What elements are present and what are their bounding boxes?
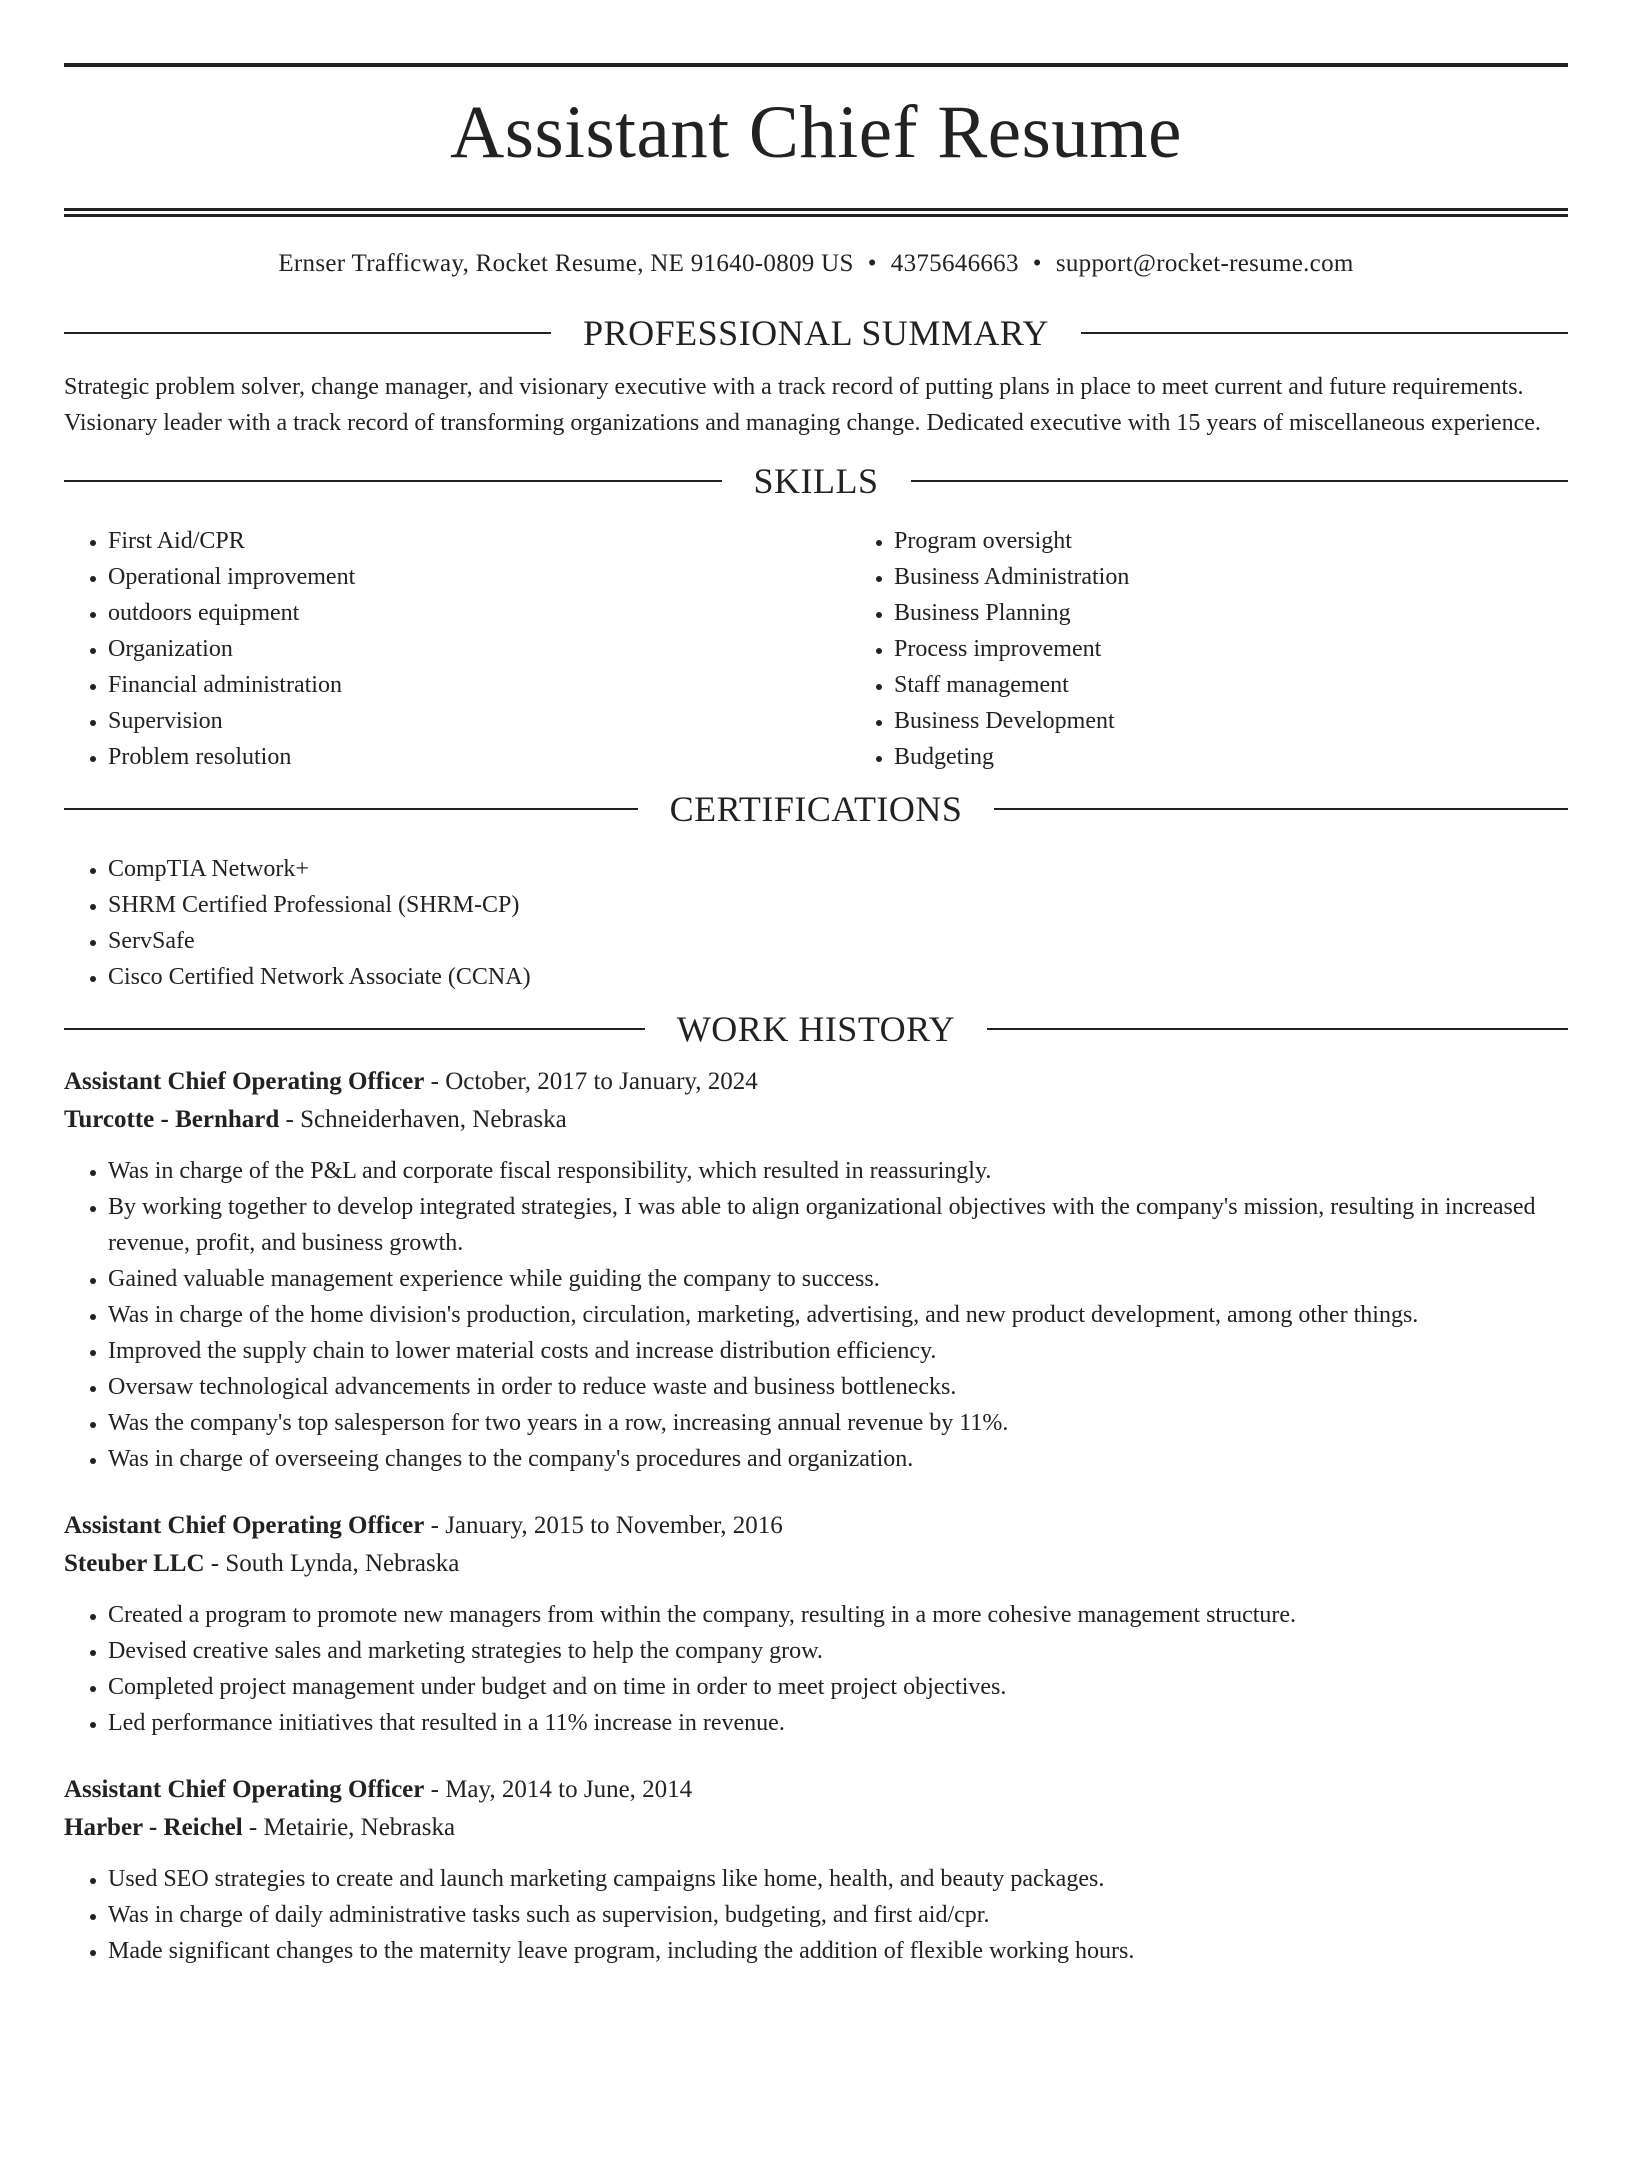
- job-company: Steuber LLC: [64, 1550, 205, 1577]
- section-title: CERTIFICATIONS: [669, 789, 963, 829]
- job-bullet: • Gained valuable management experience while guiding the company to success.: [108, 1261, 1568, 1297]
- skill-item: • Problem resolution: [108, 739, 850, 775]
- skills-list-right: [850, 523, 1129, 775]
- certification-item: • SHRM Certified Professional (SHRM-CP): [108, 887, 1568, 923]
- job-title: Assistant Chief Operating Officer: [64, 1512, 425, 1539]
- job-location: - Schneiderhaven, Nebraska: [279, 1106, 567, 1133]
- section-title: WORK HISTORY: [676, 1009, 956, 1049]
- job-bullet: • Oversaw technological advancements in order to reduce waste and business bottlenecks.: [108, 1369, 1568, 1405]
- skill-item: • outdoors equipment: [108, 595, 850, 631]
- heading-rule: [64, 332, 551, 334]
- skill-item: • Business Administration: [894, 559, 1129, 595]
- certification-item: • ServSafe: [108, 923, 1568, 959]
- job-bullet: • Completed project management under budget and on time in order to meet project objectives.: [108, 1669, 1568, 1705]
- heading-rule: [64, 808, 638, 810]
- job-entry: [64, 1507, 1568, 1741]
- title-double-rule: [64, 208, 1568, 217]
- job-title: Assistant Chief Operating Officer: [64, 1776, 425, 1803]
- job-bullet: • Created a program to promote new managers from within the company, resulting in a more cohesive management structure.: [108, 1597, 1568, 1633]
- skill-item: • Program oversight: [894, 523, 1129, 559]
- contact-email: support@rocket-resume.com: [1055, 250, 1354, 277]
- job-bullet: • Used SEO strategies to create and launch marketing campaigns like home, health, and beauty packages.: [108, 1861, 1568, 1897]
- skill-item: • Operational improvement: [108, 559, 850, 595]
- skill-item: • Organization: [108, 631, 850, 667]
- job-bullet: • By working together to develop integrated strategies, I was able to align organizational objectives with the company's mission, resulting in increased revenue, profit, and business growth.: [108, 1189, 1568, 1261]
- contact-phone: 4375646663: [890, 250, 1019, 277]
- section-heading-skills: [64, 461, 1568, 501]
- skill-item: • Budgeting: [894, 739, 1129, 775]
- resume-title: Assistant Chief Resume: [450, 91, 1182, 174]
- resume-page: [0, 63, 1632, 2175]
- contact-line: [64, 249, 1568, 279]
- skill-item: • Business Development: [894, 703, 1129, 739]
- job-title-line: [64, 1063, 1568, 1101]
- job-bullet: • Was in charge of the home division's production, circulation, marketing, advertising, and new product development, among other things.: [108, 1297, 1568, 1333]
- job-bullets: [64, 1153, 1568, 1477]
- job-location: - South Lynda, Nebraska: [204, 1550, 460, 1577]
- skills-list-left: [64, 523, 850, 775]
- job-bullet: • Was in charge of daily administrative tasks such as supervision, budgeting, and first aid/cpr.: [108, 1897, 1568, 1933]
- skills-grid: [64, 523, 1568, 775]
- job-title-line: [64, 1507, 1568, 1545]
- section-heading-summary: [64, 313, 1568, 353]
- heading-rule: [987, 1028, 1568, 1030]
- section-title: PROFESSIONAL SUMMARY: [583, 313, 1049, 353]
- skill-item: • Supervision: [108, 703, 850, 739]
- heading-rule: [64, 480, 722, 482]
- job-dates: - October, 2017 to January, 2024: [424, 1068, 758, 1095]
- work-history-list: [64, 1063, 1568, 1969]
- heading-rule: [994, 808, 1568, 810]
- job-bullet: • Was in charge of overseeing changes to the company's procedures and organization.: [108, 1441, 1568, 1477]
- contact-address: Ernser Trafficway, Rocket Resume, NE 91640-0809 US: [278, 250, 854, 277]
- job-bullets: [64, 1861, 1568, 1969]
- certification-item: • Cisco Certified Network Associate (CCNA): [108, 959, 1568, 995]
- job-entry: [64, 1063, 1568, 1477]
- certifications-list: [64, 851, 1568, 995]
- heading-rule: [1081, 332, 1568, 334]
- job-company: Turcotte - Bernhard: [64, 1106, 280, 1133]
- heading-rule: [911, 480, 1569, 482]
- job-bullet: • Made significant changes to the maternity leave program, including the addition of flexible working hours.: [108, 1933, 1568, 1969]
- summary-text: Strategic problem solver, change manager, and visionary executive with a track record of putting plans in place to meet current and future requirements. Visionary leader with a track record of transforming organizations and managing change. Dedicated executive with 15 years of miscellaneous experience.: [64, 374, 1541, 436]
- job-bullet: • Was in charge of the P&L and corporate fiscal responsibility, which resulted in reassuringly.: [108, 1153, 1568, 1189]
- job-entry: [64, 1771, 1568, 1969]
- skill-item: • Financial administration: [108, 667, 850, 703]
- contact-separator: •: [867, 250, 877, 277]
- heading-rule: [64, 1028, 645, 1030]
- certification-item: • CompTIA Network+: [108, 851, 1568, 887]
- skill-item: • Business Planning: [894, 595, 1129, 631]
- section-heading-certifications: [64, 789, 1568, 829]
- job-bullet: • Devised creative sales and marketing strategies to help the company grow.: [108, 1633, 1568, 1669]
- job-dates: - January, 2015 to November, 2016: [424, 1512, 783, 1539]
- contact-separator: •: [1032, 250, 1042, 277]
- job-bullet: • Led performance initiatives that resulted in a 11% increase in revenue.: [108, 1705, 1568, 1741]
- skill-item: • First Aid/CPR: [108, 523, 850, 559]
- job-bullet: • Improved the supply chain to lower material costs and increase distribution efficiency.: [108, 1333, 1568, 1369]
- section-heading-work-history: [64, 1009, 1568, 1049]
- job-company-line: [64, 1809, 1568, 1847]
- job-company-line: [64, 1101, 1568, 1139]
- job-dates: - May, 2014 to June, 2014: [424, 1776, 693, 1803]
- job-title: Assistant Chief Operating Officer: [64, 1068, 425, 1095]
- section-title: SKILLS: [753, 461, 879, 501]
- job-title-line: [64, 1771, 1568, 1809]
- skill-item: • Staff management: [894, 667, 1129, 703]
- skill-item: • Process improvement: [894, 631, 1129, 667]
- job-bullet: • Was the company's top salesperson for two years in a row, increasing annual revenue by 11%.: [108, 1405, 1568, 1441]
- job-bullets: [64, 1597, 1568, 1741]
- job-company-line: [64, 1545, 1568, 1583]
- job-company: Harber - Reichel: [64, 1814, 243, 1841]
- job-location: - Metairie, Nebraska: [242, 1814, 456, 1841]
